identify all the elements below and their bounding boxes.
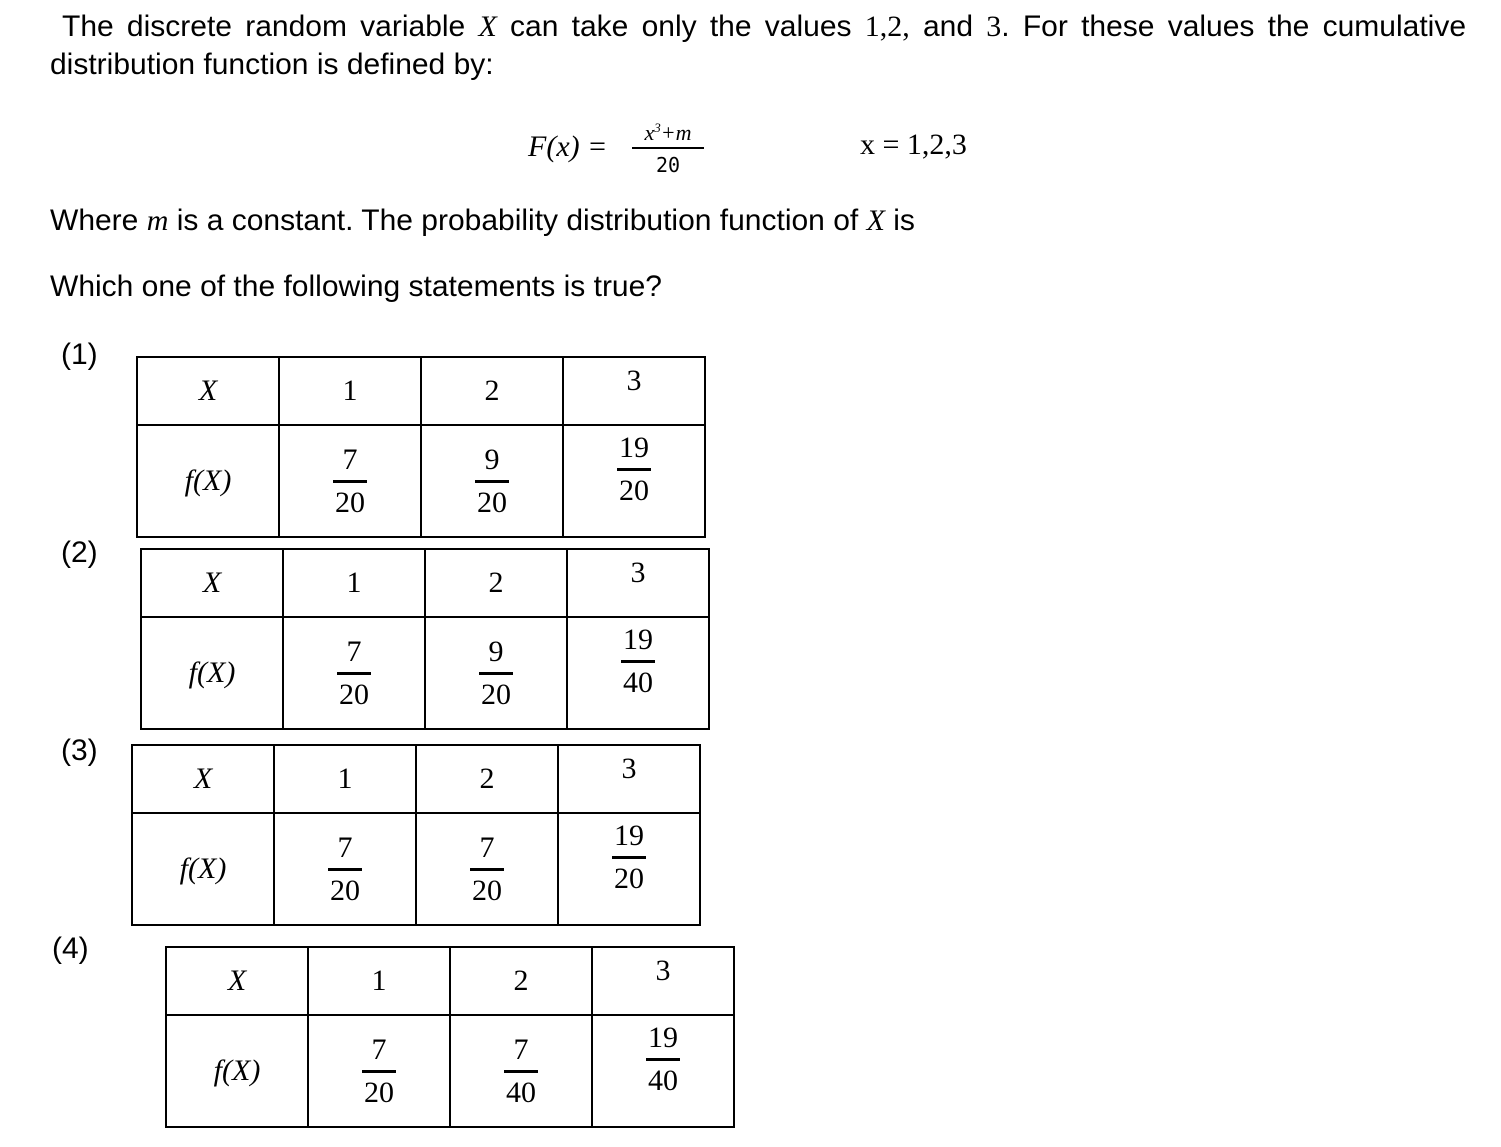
probability-cell: $\frac{7}{20}$ — [416, 813, 558, 925]
x-value: 1 — [308, 947, 450, 1015]
probability-cell: $\frac{7}{20}$ — [274, 813, 416, 925]
probability-cell: $\frac{19}{20}$ — [563, 425, 705, 537]
option-1-label: (1) — [61, 338, 98, 371]
formula-denominator: 20 — [655, 153, 681, 177]
row-label-fx: f(X) — [137, 425, 279, 537]
formula-exponent: 3 — [654, 120, 661, 135]
formula-numerator: $x^3+m$ — [644, 120, 692, 145]
intro-text-3: and — [909, 10, 987, 43]
option-2-table — [140, 548, 710, 730]
probability-cell: $\frac{7}{20}$ — [283, 617, 425, 729]
x-value: 3 — [558, 745, 700, 813]
intro-text-2: can take only the values — [496, 10, 865, 43]
x-value: 2 — [421, 357, 563, 425]
probability-cell: $\frac{7}{20}$ — [279, 425, 421, 537]
x-value: 3 — [567, 549, 709, 617]
question-text: Which one of the following statements is true? — [50, 270, 662, 303]
row-label-fx: f(X) — [132, 813, 274, 925]
x-value: 1 — [279, 357, 421, 425]
option-4-label: (4) — [52, 932, 89, 965]
row-label-x: X — [141, 549, 283, 617]
row-label-x: X — [132, 745, 274, 813]
option-2-label: (2) — [61, 536, 98, 569]
formula-lhs: F(x) = — [528, 130, 608, 163]
probability-cell: $\frac{9}{20}$ — [425, 617, 567, 729]
x-value: 2 — [425, 549, 567, 617]
x-value: 1 — [274, 745, 416, 813]
values-list: 1,2, — [864, 10, 910, 43]
last-value: 3 — [986, 10, 1002, 43]
option-1-table — [136, 356, 706, 538]
formula-domain: x = 1,2,3 — [860, 128, 967, 161]
intro-text-4: . For these values the cumulative distribution function is defined by: — [50, 10, 1466, 81]
row-label-x: X — [137, 357, 279, 425]
probability-cell: $\frac{7}{40}$ — [450, 1015, 592, 1127]
fraction-bar — [632, 147, 704, 149]
probability-cell: $\frac{9}{20}$ — [421, 425, 563, 537]
option-4-table — [165, 946, 735, 1128]
x-value: 1 — [283, 549, 425, 617]
problem-statement — [50, 8, 1466, 84]
probability-cell: $\frac{19}{40}$ — [592, 1015, 734, 1127]
variable-x-2: X — [866, 204, 885, 237]
probability-cell: $\frac{7}{20}$ — [308, 1015, 450, 1127]
row-label-fx: f(X) — [141, 617, 283, 729]
x-value: 3 — [563, 357, 705, 425]
formula-fraction — [632, 116, 704, 177]
option-3-table — [131, 744, 701, 926]
constant-m: m — [146, 204, 169, 237]
row-label-fx: f(X) — [166, 1015, 308, 1127]
where-line: Where m is a constant. The probability distribution function of X is — [50, 204, 915, 237]
probability-cell: $\frac{19}{40}$ — [567, 617, 709, 729]
x-value: 2 — [416, 745, 558, 813]
x-value: 3 — [592, 947, 734, 1015]
variable-x: X — [478, 10, 497, 43]
probability-cell: $\frac{19}{20}$ — [558, 813, 700, 925]
intro-text-1: The discrete random variable — [62, 10, 479, 43]
row-label-x: X — [166, 947, 308, 1015]
x-value: 2 — [450, 947, 592, 1015]
option-3-label: (3) — [61, 734, 98, 767]
